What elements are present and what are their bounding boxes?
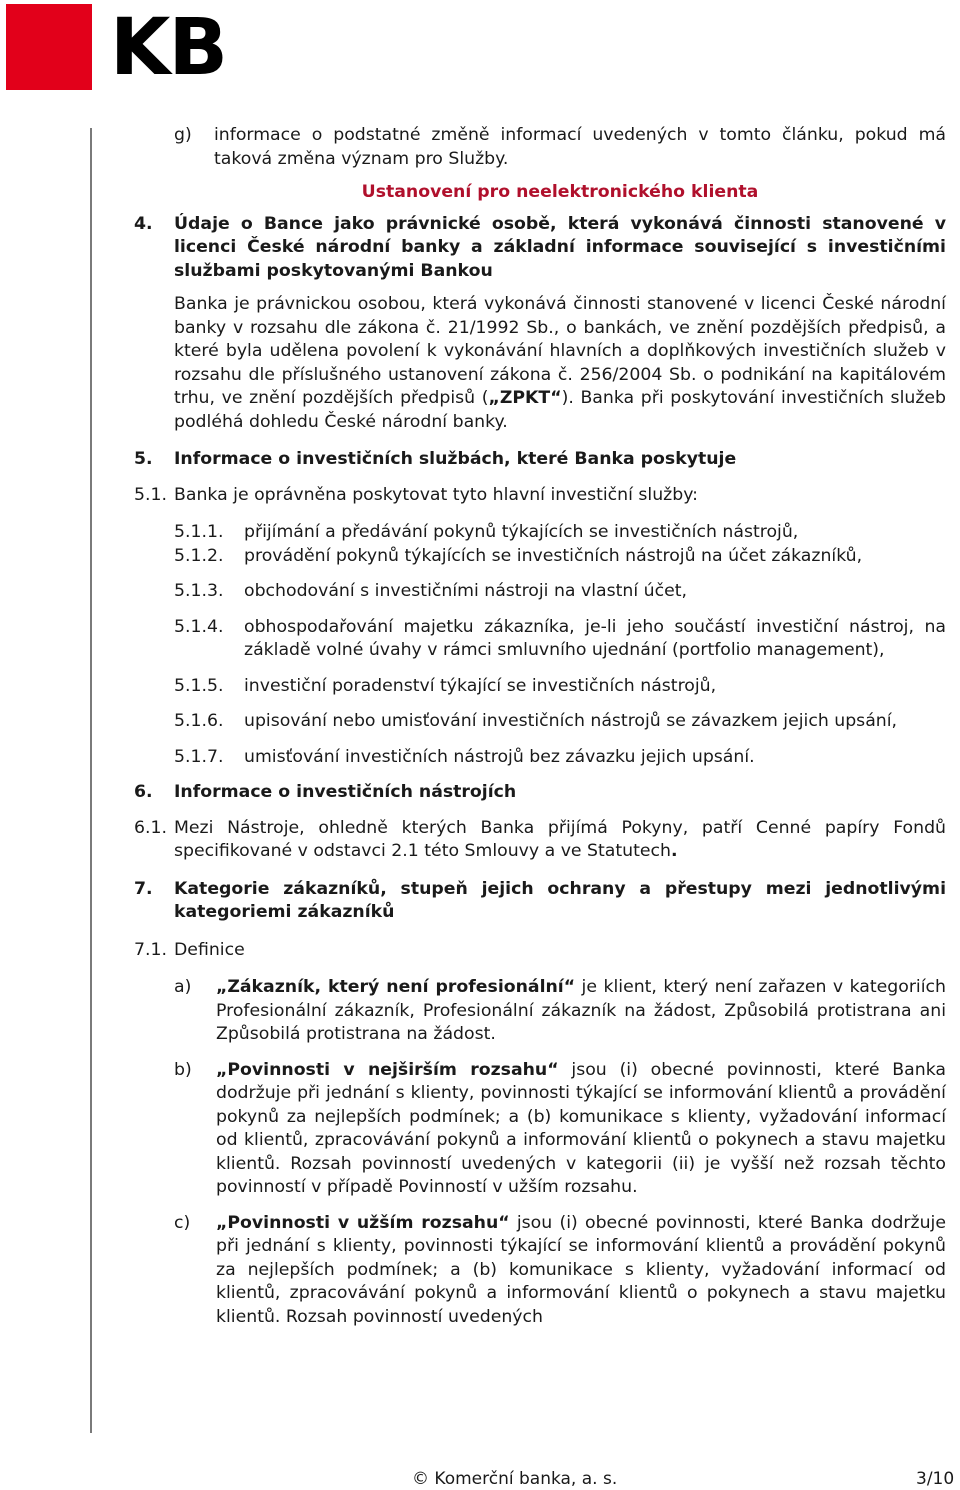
definition-term: „Povinnosti v užším rozsahu“	[216, 1212, 510, 1233]
item-number: 5.1.5.	[174, 675, 224, 696]
item-number: 5.1.3.	[174, 581, 224, 601]
section-5-heading	[134, 448, 946, 472]
left-margin-rule	[90, 128, 92, 1433]
item-text: investiční poradenství týkající se investičních nástrojů,	[244, 675, 717, 696]
kb-logo	[6, 3, 258, 93]
item-number: 5.1.6.	[174, 711, 224, 731]
subsection-number: 5.1.	[134, 484, 167, 505]
item-text: obhospodařování majetku zákazníka, je-li jeho součástí investiční nástroj, na základě volné úvahy v rámci smluvního ujednání (portfolio management),	[244, 616, 946, 660]
page-footer	[0, 1468, 960, 1490]
subsection-body: Mezi Nástroje, ohledně kterých Banka přijímá Pokyny, patří Cenné papíry Fondů specifikované v odstavci 2.1 této Smlouvy a ve Statutech	[174, 817, 946, 861]
definition-body: jsou (i) obecné povinnosti, které Banka dodržuje při jednání s klienty, povinnosti týkající se informování klientů a provádění pokynů za nejlepších podmínek; a (b) komunikace s klienty, vyžadování informací od klientů, zpracovávání pokynů a informování klientů o pokynech a stavu majetku klientů. Rozsah povinností uvedených v kategorii (ii) je vyšší než rozsah těchto povinností v případě Povinností v užším rozsahu.	[216, 1059, 946, 1197]
definition-text	[216, 1212, 946, 1330]
zpkt-term: „ZPKT“	[488, 388, 562, 408]
item-number: 5.1.2.	[174, 545, 224, 566]
item-text: přijímání a předávání pokynů týkajících se investičních nástrojů,	[244, 522, 799, 542]
section-title: Informace o investičních nástrojích	[174, 782, 517, 802]
definition-term: „Zákazník, který není profesionální“	[216, 977, 576, 997]
item-number: 5.1.1.	[174, 522, 224, 542]
document-body	[134, 124, 946, 1329]
logo-text: KB	[110, 3, 226, 93]
body-text: Banka je právnickou osobou, která vykonává činnosti stanovené v licenci České národní banky v rozsahu dle zákona č. 21/1992 Sb.	[174, 294, 946, 338]
definition-body: jsou (i) obecné povinnosti, které Banka dodržuje při jednání s klienty, povinnosti týkající se informování klientů a provádění pokynů za nejlepších podmínek; a (b) komunikace s klienty, vyžadování informací od klientů, zpracovávání pokynů a informování klientů o pokynech a stavu majetku klientů. Rozsah povinností uvedených	[216, 1212, 946, 1327]
item-number: 5.1.7.	[174, 746, 224, 767]
list-item	[174, 675, 946, 699]
subsection-text: Banka je oprávněna poskytovat tyto hlavní investiční služby:	[174, 484, 698, 505]
section-4-heading	[134, 213, 946, 284]
subsection-text: Definice	[174, 939, 245, 960]
body-text: , o bankách, ve znění pozdějších předpisů, a které byla udělena povolení k vykonávání hlavních a doplňkových investičních služeb v rozsahu dle příslušného ustanovení zákona č. 256/2004 Sb.	[174, 317, 947, 385]
subsection-text	[174, 817, 946, 864]
definition-marker: c)	[174, 1212, 191, 1233]
item-text: umisťování investičních nástrojů bez závazku jejich upsání.	[244, 746, 755, 767]
section-7-heading	[134, 878, 946, 925]
section-number: 5.	[134, 449, 153, 469]
list-item	[174, 746, 946, 770]
list-item	[174, 710, 946, 734]
subsection-5-1	[134, 484, 946, 508]
section-6-heading	[134, 781, 946, 805]
definition-item	[174, 976, 946, 1047]
subsection-7-1	[134, 939, 946, 963]
subheading: Ustanovení pro neelektronického klienta	[361, 182, 759, 202]
body-text: ). Banka při poskytování investičních služeb podléhá dohledu České národní banky.	[174, 388, 946, 432]
footer-company: © Komerční banka, a. s.	[412, 1469, 618, 1489]
item-marker: g)	[174, 125, 192, 145]
item-text: upisování nebo umisťování investičních nástrojů se závazkem jejich upsání,	[244, 711, 898, 731]
section-title: Údaje o Bance jako právnické osobě, která vykonává činnosti stanovené v licenci České národní banky a základní informace související s investičními službami poskytovanými Bankou	[174, 213, 946, 281]
section-number: 4.	[134, 213, 153, 234]
page-number: 3/10	[916, 1469, 955, 1489]
definition-item	[174, 1059, 946, 1200]
logo-red-square	[6, 4, 92, 90]
subsection-number: 6.1.	[134, 817, 167, 838]
body-text: o podnikání na kapitálovém trhu, ve znění pozdějších předpisů (	[174, 364, 946, 408]
list-item	[174, 545, 946, 569]
list-item	[174, 521, 946, 545]
definition-body: je klient, který není zařazen v kategoriích Profesionální zákazník, Profesionální zákazník na žádost, Způsobilá protistrana ani Způsobilá protistrana na žádost.	[216, 977, 946, 1044]
section-number: 6.	[134, 782, 153, 802]
list-item	[174, 580, 946, 604]
section-title: Kategorie zákazníků, stupeň jejich ochrany a přestupy mezi jednotlivými kategoriemi zákazníků	[174, 878, 946, 922]
definition-term: „Povinnosti v nejširším rozsahu“	[216, 1059, 559, 1080]
section-title: Informace o investičních službách, které Banka poskytuje	[174, 449, 737, 469]
definition-marker: b)	[174, 1059, 192, 1080]
item-text: obchodování s investičními nástroji na vlastní účet,	[244, 581, 688, 601]
subsection-6-1	[134, 817, 946, 864]
item-text: provádění pokynů týkajících se investičních nástrojů na účet zákazníků,	[244, 545, 863, 566]
definition-marker: a)	[174, 977, 192, 997]
subsection-number: 7.1.	[134, 939, 167, 960]
item-text: informace o podstatné změně informací uvedených v tomto článku, pokud má taková změna význam pro Služby.	[214, 125, 946, 169]
definitions-list	[174, 976, 946, 1329]
definition-item	[174, 1212, 946, 1330]
list-item	[174, 616, 946, 663]
list-item-g	[174, 124, 946, 171]
definition-text	[216, 1059, 946, 1200]
item-number: 5.1.4.	[174, 616, 224, 637]
subsection-end: .	[670, 841, 678, 861]
section-4-body	[174, 293, 946, 434]
section-number: 7.	[134, 878, 153, 899]
services-list	[174, 521, 946, 769]
definition-text	[216, 976, 946, 1047]
